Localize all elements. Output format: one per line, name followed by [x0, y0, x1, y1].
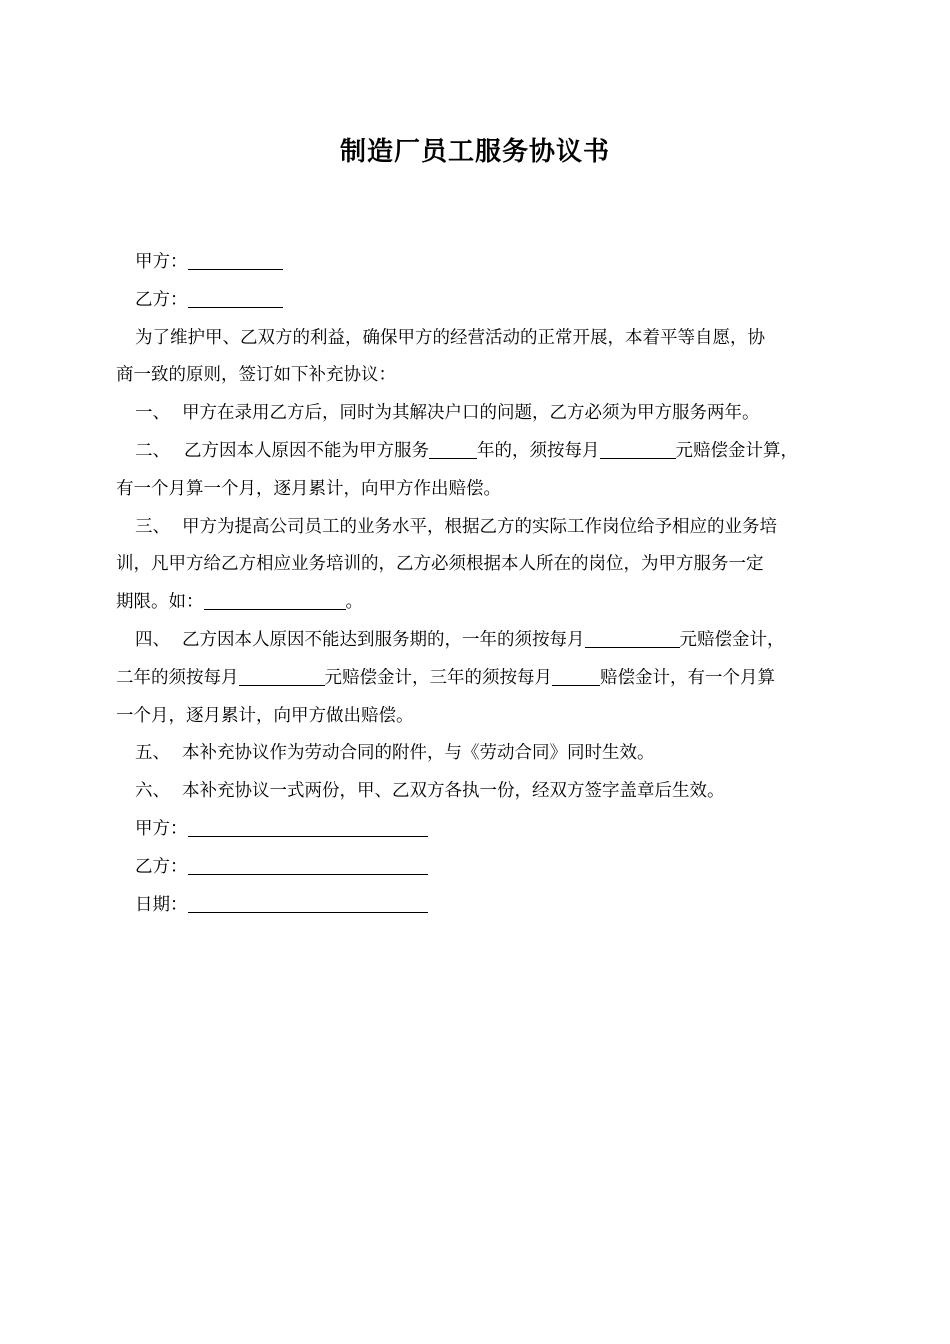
- clause-4-line-2: [116, 660, 838, 698]
- intro-line-1: 为了维护甲、乙双方的利益，确保甲方的经营活动的正常开展，本着平等自愿，协: [135, 327, 765, 348]
- signature-party-a: [116, 811, 838, 849]
- clause-3-text-1: 甲方为提高公司员工的业务水平，根据乙方的实际工作岗位给予相应的业务培: [182, 516, 777, 537]
- clause-4-part-2: 元赔偿金计，: [679, 629, 785, 650]
- clause-4-blank-year-1: [585, 629, 680, 648]
- party-a-label: 甲方：: [135, 252, 188, 272]
- header-party-b: [116, 282, 838, 320]
- clause-1: [116, 395, 838, 433]
- signature-date-blank: [188, 894, 428, 913]
- clause-5-text: 本补充协议作为劳动合同的附件，与《劳动合同》同时生效。: [182, 743, 655, 764]
- clause-6: [116, 773, 838, 811]
- clause-4-line-1: [116, 622, 838, 660]
- clause-3-line-3-suffix: 。: [345, 592, 363, 613]
- clause-2-part-1: 乙方因本人原因不能为甲方服务: [184, 440, 429, 461]
- party-b-blank: [188, 289, 283, 308]
- signature-party-a-blank: [188, 818, 428, 837]
- clause-2-part-2: 年的，须按每月: [477, 440, 600, 461]
- clause-6-text: 本补充协议一式两份，甲、乙双方各执一份，经双方签字盖章后生效。: [182, 781, 725, 802]
- signature-party-a-label: 甲方：: [135, 818, 188, 839]
- clause-2-part-3: 元赔偿金计算，: [675, 440, 798, 461]
- signature-date-label: 日期：: [135, 894, 188, 915]
- clause-3-number: 三、: [135, 516, 170, 537]
- clause-4-line-2-part-3: 赔偿金计，有一个月算: [600, 667, 775, 688]
- intro-line-2: 商一致的原则，签订如下补充协议：: [116, 365, 396, 386]
- signature-party-b-label: 乙方：: [135, 856, 188, 877]
- clause-4-line-2-part-1: 二年的须按每月: [116, 667, 239, 688]
- clause-4-number: 四、: [135, 629, 170, 650]
- clause-4-line-2-part-2: 元赔偿金计，三年的须按每月: [324, 667, 552, 688]
- clause-1-text: 甲方在录用乙方后，同时为其解决户口的问题，乙方必须为甲方服务两年。: [182, 403, 760, 424]
- document-body: [116, 244, 838, 924]
- clause-2-blank-years: [429, 440, 477, 459]
- clause-4-blank-year-2: [239, 667, 325, 686]
- clause-3-line-3-prefix: 期限。如：: [116, 592, 204, 613]
- signature-party-b: [116, 849, 838, 887]
- clause-3-line-1: [116, 509, 838, 547]
- signature-party-b-blank: [188, 856, 428, 875]
- party-a-blank: [188, 251, 283, 270]
- clause-5-number: 五、: [135, 743, 170, 764]
- signature-date: [116, 887, 838, 925]
- party-b-label: 乙方：: [135, 289, 188, 310]
- clause-3-blank-period: [204, 591, 346, 610]
- clause-3-line-2: 训，凡甲方给乙方相应业务培训的，乙方必须根据本人所在的岗位，为甲方服务一定: [116, 554, 764, 575]
- clause-4-part-1: 乙方因本人原因不能达到服务期的，一年的须按每月: [182, 629, 585, 650]
- clause-2-number: 二、: [135, 440, 170, 461]
- clause-4-blank-year-3: [552, 667, 600, 686]
- header-party-a: [116, 244, 838, 282]
- clause-2-line-2: 有一个月算一个月，逐月累计，向甲方作出赔偿。: [116, 478, 501, 499]
- clause-2-line-1: [116, 433, 838, 471]
- clause-1-number: 一、: [135, 403, 170, 424]
- clause-4-line-3: 一个月，逐月累计，向甲方做出赔偿。: [116, 705, 414, 726]
- clause-5: [116, 735, 838, 773]
- clause-2-blank-amount: [600, 440, 676, 459]
- clause-3-line-3: [116, 584, 838, 622]
- clause-6-number: 六、: [135, 781, 170, 802]
- document-title: 制造厂员工服务协议书: [339, 137, 610, 167]
